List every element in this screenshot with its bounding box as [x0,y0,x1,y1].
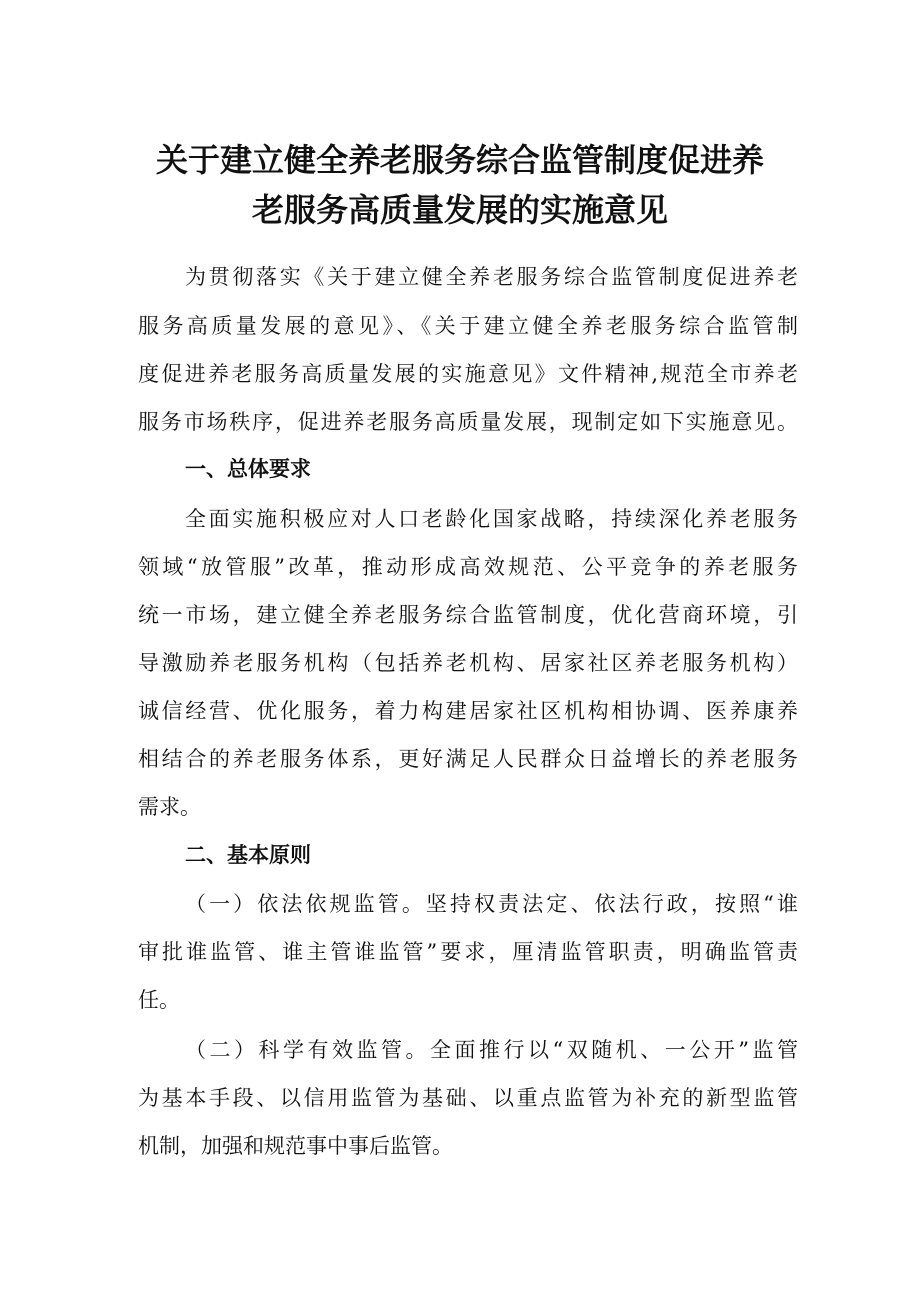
section1-line: 诚信经营、优化服务，着力构建居家社区机构相协调、医养康养 [138,699,798,723]
intro-line: 度促进养老服务高质量发展的实施意见》文件精神,规范全市养老 [138,362,798,386]
principle-1-line: （一）依法依规监管。坚持权责法定、依法行政，按照“谁 [185,892,798,916]
section-heading-basic-principles: 二、基本原则 [185,843,311,867]
document-title-line-2: 老服务高质量发展的实施意见 [251,191,668,229]
principle-2-line: 为基本手段、以信用监管为基础、以重点监管为补充的新型监管 [138,1086,798,1110]
principle-1-line: 任。 [138,988,180,1012]
section1-line: 统一市场，建立健全养老服务综合监管制度，优化营商环境，引 [138,603,798,627]
section1-line: 需求。 [138,795,201,819]
document-title-line-1: 关于建立健全养老服务综合监管制度促进养 [155,141,764,179]
principle-2-line: （二）科学有效监管。全面推行以“双随机、一公开”监管 [185,1038,798,1062]
section1-line: 导激励养老服务机构（包括养老机构、居家社区养老服务机构） [138,651,798,675]
section1-line: 领域“放管服”改革，推动形成高效规范、公平竞争的养老服务 [138,555,798,579]
intro-line: 为贯彻落实《关于建立健全养老服务综合监管制度促进养老 [185,265,798,289]
section1-line: 相结合的养老服务体系，更好满足人民群众日益增长的养老服务 [138,747,798,771]
principle-1-line: 审批谁监管、谁主管谁监管”要求，厘清监管职责，明确监管责 [138,940,798,964]
principle-2-line: 机制，加强和规范事中事后监管。 [138,1134,453,1158]
intro-line: 服务高质量发展的意见》、《关于建立健全养老服务综合监管制 [138,314,798,338]
intro-line: 服务市场秩序，促进养老服务高质量发展，现制定如下实施意见。 [138,410,798,434]
section1-line: 全面实施积极应对人口老龄化国家战略，持续深化养老服务 [185,507,798,531]
section-heading-general-requirements: 一、总体要求 [185,457,311,481]
